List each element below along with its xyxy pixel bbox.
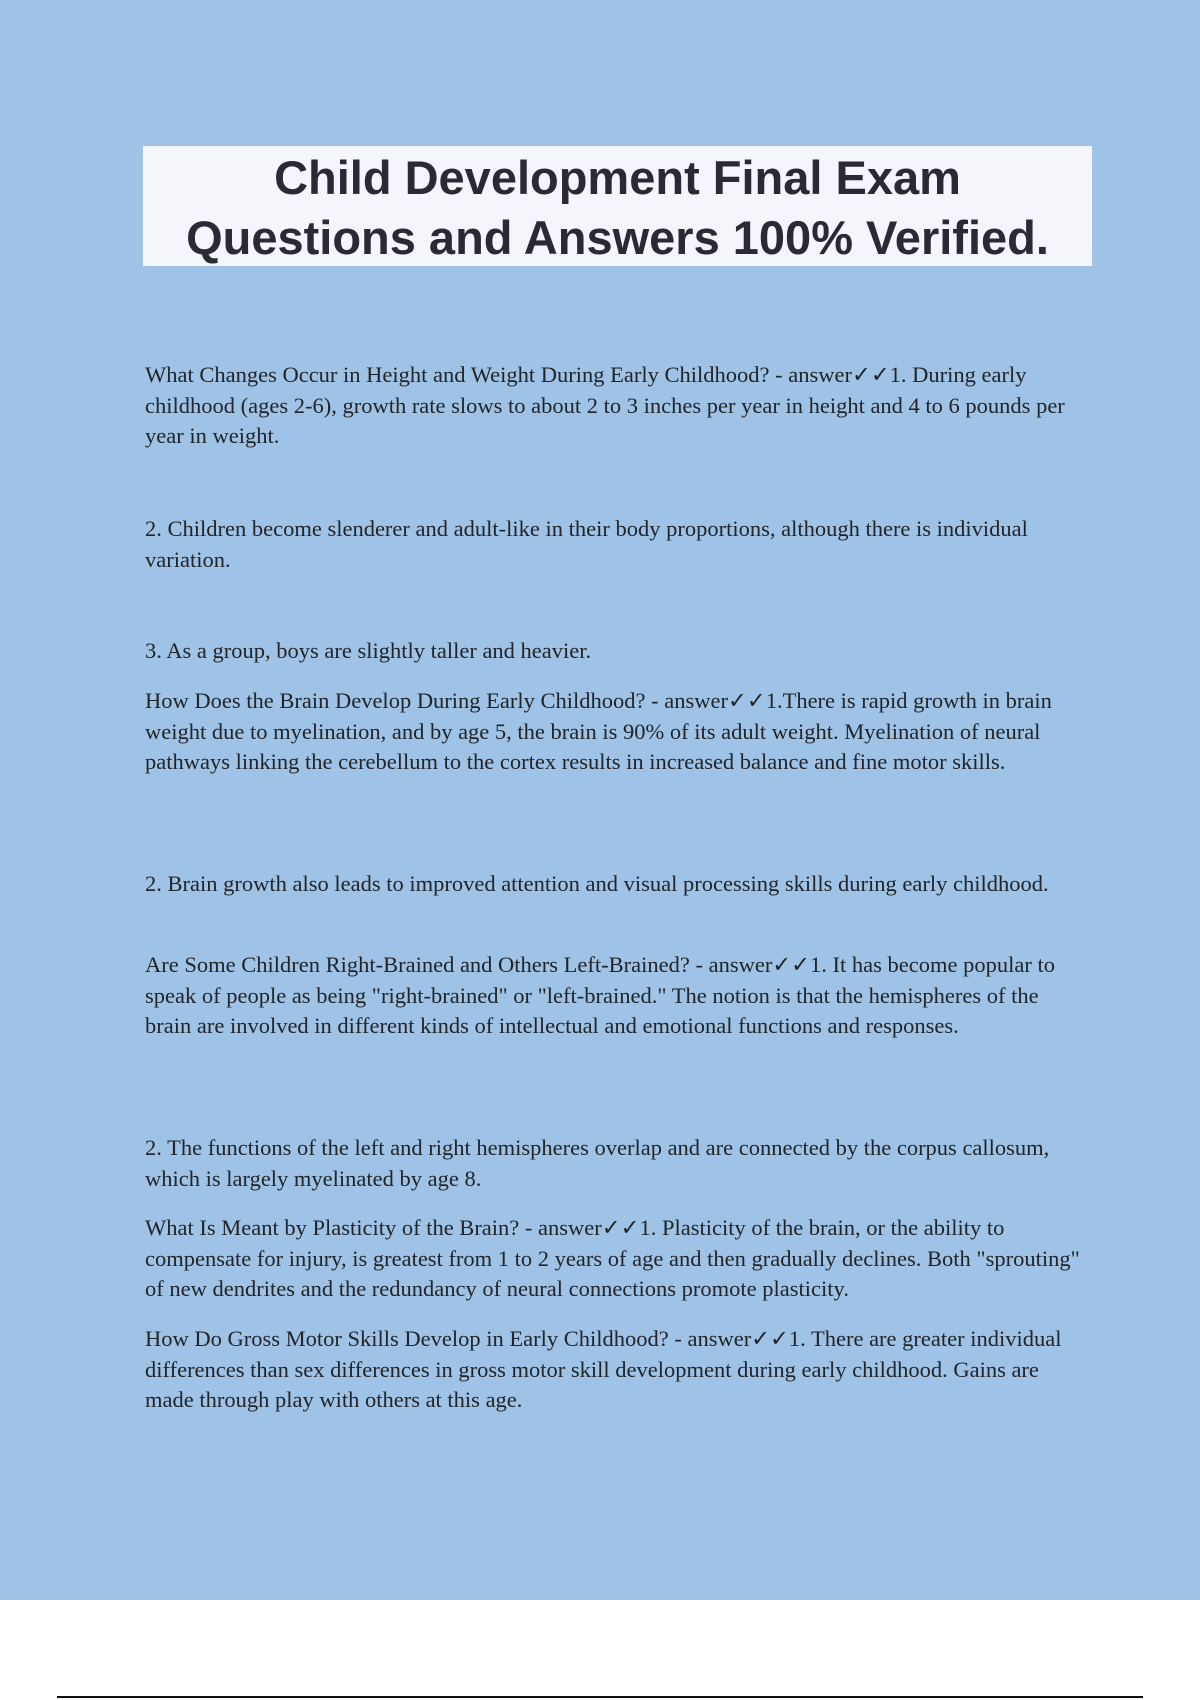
page-title-line-1: Child Development Final Exam — [274, 151, 961, 204]
qa-paragraph-gross-motor: How Do Gross Motor Skills Develop in Early Childhood? - answer✓✓1. There are greater individual differences than sex differences in gross motor skill development during early childhood. Gains are made through play with others at this age. — [145, 1326, 1062, 1412]
qa-paragraph-brain-develop: How Does the Brain Develop During Early Childhood? - answer✓✓1.There is rapid growth in brain weight due to myelination, and by age 5, the brain is 90% of its adult weight. Myelination of neural pathways linking the cerebellum to the cortex results in increased balance and fine motor skills. — [145, 688, 1052, 774]
qa-paragraph-plasticity: What Is Meant by Plasticity of the Brain? - answer✓✓1. Plasticity of the brain, or the ability to compensate for injury, is greatest from 1 to 2 years of age and then gradually declines. Both "sprouting" of new dendrites and the redundancy of neural connections promote plasticity. — [145, 1215, 1080, 1301]
title-banner — [143, 146, 1092, 266]
footer-divider — [57, 1696, 1143, 1698]
qa-paragraph-right-left-brained: Are Some Children Right-Brained and Others Left-Brained? - answer✓✓1. It has become popular to speak of people as being "right-brained" or "left-brained." The notion is that the hemispheres of the brain are involved in different kinds of intellectual and emotional functions and responses. — [145, 952, 1055, 1038]
qa-paragraph-body-proportions: 2. Children become slenderer and adult-like in their body proportions, although there is individual variation. — [145, 516, 1028, 572]
qa-paragraph-boys-taller: 3. As a group, boys are slightly taller and heavier. — [145, 638, 592, 663]
page-title-line-2: Questions and Answers 100% Verified. — [186, 211, 1049, 264]
qa-paragraph-height-weight: What Changes Occur in Height and Weight During Early Childhood? - answer✓✓1. During early childhood (ages 2-6), growth rate slows to about 2 to 3 inches per year in height and 4 to 6 pounds per year in weight. — [145, 362, 1065, 448]
qa-paragraph-brain-growth: 2. Brain growth also leads to improved attention and visual processing skills during early childhood. — [145, 871, 1049, 896]
qa-paragraph-hemispheres: 2. The functions of the left and right hemispheres overlap and are connected by the corpus callosum, which is largely myelinated by age 8. — [145, 1135, 1050, 1191]
